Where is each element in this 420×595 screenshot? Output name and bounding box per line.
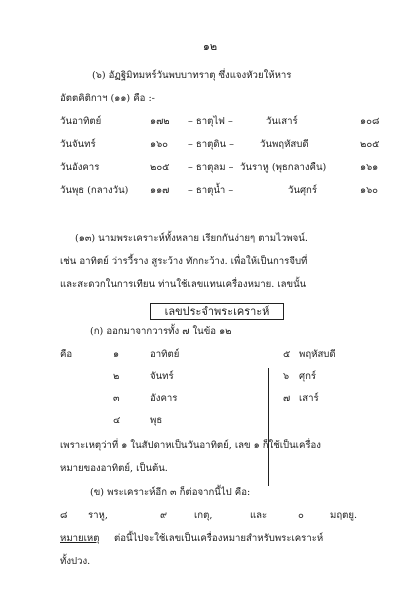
paragraph-line: เช่น อาทิตย์ ว่ารวี้ราง สูระว้าง ทักกะว้าง. เพื่อให้เป็นการจีบที่ — [60, 256, 308, 267]
conjunction: และ — [250, 510, 268, 521]
paragraph-line: เพราะเหตุว่าที่ ๑ ในสัปดาหเป็นวันอาทิตย์, เลข ๑ ก็ใช้เป็นเครื่อง — [60, 440, 321, 451]
table-number-paired: ๑๐๘ — [360, 116, 380, 127]
table-day-paired: วันพฤหัสบดี — [260, 139, 309, 150]
planet-name: มฤตยู. — [330, 510, 358, 521]
column-divider — [268, 368, 269, 486]
table-element: – ธาตุลม – — [188, 162, 234, 173]
paragraph-line: หมายของอาทิตย์, เป็นต้น. — [60, 463, 168, 474]
section-intro-line: อัตตคิติกาฯ (๑๑) คือ :- — [60, 93, 155, 104]
note-text: ต่อนี้ไปจะใช้เลขเป็นเครื่องหมายสำหรับพระเคราะห์ — [114, 533, 324, 544]
sub-item-a: (ก) ออกมาจากวารทั้ง ๗ ในข้อ ๑๒ — [90, 326, 232, 337]
paragraph-line: (๑๓) นามพระเคราะห์ทั้งหลาย เรียกกันง่ายๆ ตามไวพจน์. — [75, 233, 308, 244]
planet-name: พฤหัสบดี — [299, 349, 336, 360]
table-day-paired: วันศุกร์ — [288, 185, 317, 196]
paragraph-line: และสะดวกในการเทียน ท่านใช้เลขแทนเครื่องหมาย. เลขนั้น — [60, 279, 307, 290]
planet-number: ๗ — [283, 393, 291, 404]
planet-number: ๕ — [283, 349, 291, 360]
section-heading-box: เลขประจำพระเคราะห์ — [150, 303, 284, 320]
table-element: – ธาตุดิน – — [188, 139, 234, 150]
planet-number: ๔ — [113, 415, 121, 426]
table-number: ๒๐๕ — [150, 162, 170, 173]
list-lead-word: คือ — [60, 349, 73, 360]
planet-name: อาทิตย์ — [150, 349, 180, 360]
table-day: วันอาทิตย์ — [60, 116, 102, 127]
planet-number: ๙ — [160, 510, 168, 521]
note-text: ทั้งปวง. — [60, 556, 91, 567]
planet-number: ๐ — [298, 510, 304, 521]
planet-number: ๑ — [113, 349, 120, 360]
planet-name: เสาร์ — [299, 393, 319, 404]
table-day-paired: วันเสาร์ — [266, 116, 298, 127]
table-element: – ธาตุไฟ – — [188, 116, 233, 127]
table-day: วันอังคาร — [60, 162, 100, 173]
table-day: วันพุธ (กลางวัน) — [60, 185, 129, 196]
planet-name: เกตุ, — [194, 510, 213, 521]
table-day: วันจันทร์ — [60, 139, 96, 150]
note-label: หมายเหตุ — [60, 533, 100, 544]
planet-name: พุธ — [150, 415, 163, 426]
table-number: ๑๑๗ — [150, 185, 170, 196]
table-number: ๑๗๒ — [150, 116, 170, 127]
planet-number: ๒ — [113, 371, 120, 382]
planet-number: ๓ — [113, 393, 120, 404]
table-number-paired: ๒๐๕ — [360, 139, 380, 150]
table-number-paired: ๑๖๑ — [360, 162, 379, 173]
section-heading-line: (๖) อัฏฐิมิทมหร์วันพบบาทราตุ ซึ่งแจงหัวยให้หาร — [92, 70, 292, 81]
planet-number: ๘ — [60, 510, 68, 521]
planet-name: จันทร์ — [150, 371, 174, 382]
sub-item-b: (ข) พระเคราะห์อีก ๓ ก็ต่อจากนี้ไป คือ: — [90, 487, 251, 498]
table-element: – ธาตุน้ำ – — [188, 185, 234, 196]
planet-name: ราหู, — [88, 510, 108, 521]
planet-number: ๖ — [283, 371, 290, 382]
table-day-paired: วันราหู (พุธกลางคืน) — [240, 162, 327, 173]
planet-name: อังคาร — [150, 393, 178, 404]
table-number: ๑๖๐ — [150, 139, 169, 150]
page-number: ๑๒ — [202, 40, 218, 53]
table-number-paired: ๑๖๐ — [360, 185, 379, 196]
planet-name: ศุกร์ — [299, 371, 317, 382]
